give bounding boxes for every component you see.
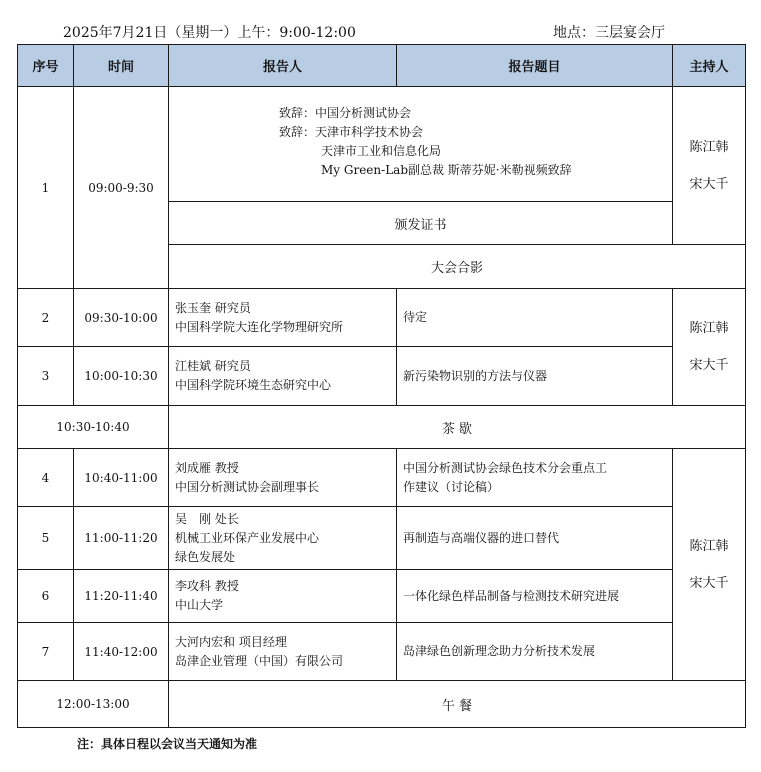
host-cell <box>673 289 746 406</box>
group-photo: 大会合影 <box>169 245 746 289</box>
col-header-host: 主持人 <box>673 45 746 87</box>
row-time: 09:00-9:30 <box>74 87 169 289</box>
host-name: 宋大千 <box>689 176 729 192</box>
row-no: 4 <box>18 449 74 507</box>
topic-cell <box>397 347 673 406</box>
topic-cell <box>397 449 673 507</box>
tea-break-label: 茶 歇 <box>169 406 746 449</box>
row-no: 2 <box>18 289 74 347</box>
table-row <box>18 570 746 623</box>
host-name: 陈江韩 <box>689 538 729 554</box>
speaker-name: 张玉奎 研究员 <box>175 300 251 315</box>
topic-cell <box>397 289 673 347</box>
topic-text: 中国分析测试协会绿色技术分会重点工 <box>403 460 608 475</box>
speaker-name: 江桂斌 研究员 <box>175 359 251 373</box>
col-header-no: 序号 <box>18 45 74 87</box>
col-header-speaker: 报告人 <box>169 45 397 87</box>
venue: 地点：三层宴会厅 <box>553 25 665 41</box>
welcome-line: 天津市工业和信息化局 <box>321 144 442 158</box>
table-header-row <box>18 45 746 87</box>
welcome-line: My Green-Lab副总裁 斯蒂芬妮·米勒视频致辞 <box>321 163 572 177</box>
col-header-topic: 报告题目 <box>397 45 673 87</box>
speaker-affiliation: 中山大学 <box>175 598 224 612</box>
tea-break-time: 10:30-10:40 <box>18 406 169 449</box>
speaker-cell <box>169 347 397 406</box>
speaker-cell <box>169 507 397 570</box>
topic-text: 作建议（讨论稿） <box>403 479 500 494</box>
topic-text: 待定 <box>403 310 428 324</box>
speaker-name: 刘成雁 教授 <box>175 460 239 475</box>
welcome-line: 致辞：中国分析测试协会 <box>279 106 412 120</box>
row-time: 10:00-10:30 <box>74 347 169 406</box>
row-no: 3 <box>18 347 74 406</box>
award-ceremony: 颁发证书 <box>169 202 673 245</box>
host-name: 宋大千 <box>689 358 729 373</box>
table-row <box>18 347 746 406</box>
tea-break-row <box>18 406 746 449</box>
speaker-cell <box>169 289 397 347</box>
topic-text: 新污染物识别的方法与仪器 <box>403 368 548 383</box>
row-time: 09:30-10:00 <box>74 289 169 347</box>
topic-text: 一体化绿色样品制备与检测技术研究进展 <box>403 588 620 603</box>
table-row <box>18 289 746 347</box>
table-row <box>18 449 746 507</box>
speaker-affiliation: 中国分析测试协会副理事长 <box>175 479 320 494</box>
topic-cell <box>397 507 673 570</box>
host-name: 陈江韩 <box>689 139 729 155</box>
welcome-line: 致辞：天津市科学技术协会 <box>279 125 424 139</box>
lunch-time: 12:00-13:00 <box>18 681 169 728</box>
welcome-speeches <box>169 87 673 202</box>
row-time: 11:40-12:00 <box>74 623 169 681</box>
host-name: 陈江韩 <box>689 321 729 336</box>
table-row <box>18 623 746 681</box>
schedule-header <box>0 19 761 43</box>
speaker-cell <box>169 570 397 623</box>
host-cell <box>673 449 746 681</box>
row-no: 5 <box>18 507 74 570</box>
opening-row-welcome <box>18 87 746 202</box>
topic-text: 岛津绿色创新理念助力分析技术发展 <box>403 644 596 658</box>
row-no: 7 <box>18 623 74 681</box>
topic-cell <box>397 623 673 681</box>
row-time: 11:20-11:40 <box>74 570 169 623</box>
speaker-affiliation: 绿色发展处 <box>175 549 236 564</box>
date-session: 2025年7月21日（星期一）上午：9:00-12:00 <box>63 25 356 41</box>
speaker-affiliation: 机械工业环保产业发展中心 <box>175 530 320 545</box>
speaker-cell <box>169 623 397 681</box>
row-no: 6 <box>18 570 74 623</box>
row-no: 1 <box>18 87 74 289</box>
topic-text: 再制造与高端仪器的进口替代 <box>403 530 560 545</box>
row-time: 11:00-11:20 <box>74 507 169 570</box>
host-cell <box>673 87 746 245</box>
table-row <box>18 507 746 570</box>
speaker-affiliation: 中国科学院环境生态研究中心 <box>175 378 332 392</box>
speaker-name: 大河内宏和 项目经理 <box>175 634 287 649</box>
schedule-note: 注：具体日程以会议当天通知为准 <box>77 737 258 751</box>
lunch-label: 午 餐 <box>169 681 746 728</box>
row-time: 10:40-11:00 <box>74 449 169 507</box>
host-name: 宋大千 <box>689 575 729 591</box>
speaker-affiliation: 岛津企业管理（中国）有限公司 <box>175 653 344 668</box>
col-header-time: 时间 <box>74 45 169 87</box>
lunch-row <box>18 681 746 728</box>
speaker-cell <box>169 449 397 507</box>
schedule-table <box>17 44 746 728</box>
speaker-name: 吴 刚 处长 <box>175 511 239 526</box>
speaker-affiliation: 中国科学院大连化学物理研究所 <box>175 319 344 334</box>
topic-cell <box>397 570 673 623</box>
speaker-name: 李攻科 教授 <box>175 579 239 593</box>
